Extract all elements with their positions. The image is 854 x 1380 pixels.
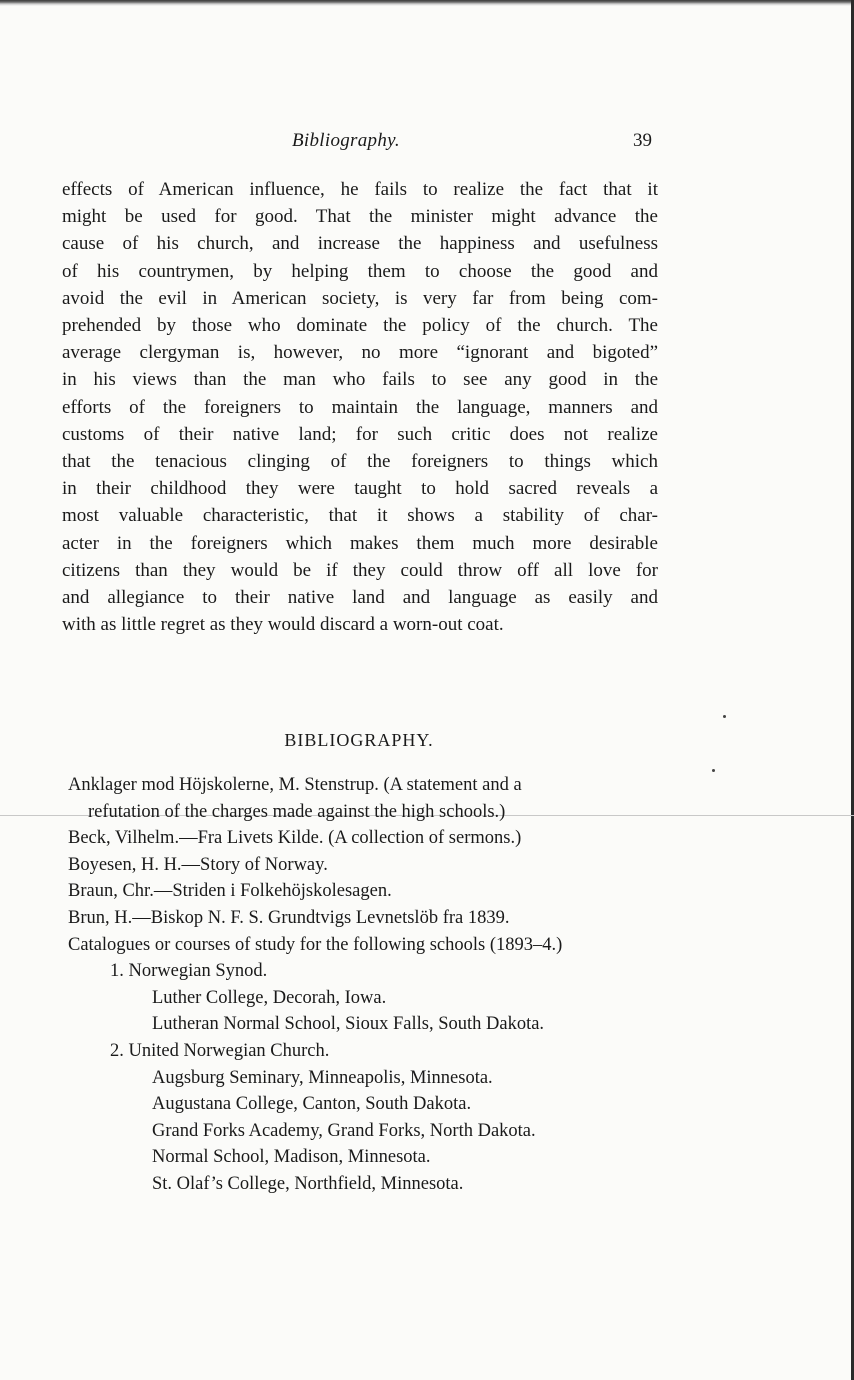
body-line: might be used for good. That the minister might advance the [62, 206, 658, 228]
body-line: with as little regret as they would discard a worn-out coat. [62, 614, 504, 636]
bibliography-entry: Catalogues or courses of study for the following schools (1893–4.) [68, 934, 563, 955]
school-item: Augustana College, Canton, South Dakota. [152, 1094, 472, 1115]
body-line: customs of their native land; for such critic does not realize [62, 423, 658, 445]
school-group-heading: 1. Norwegian Synod. [110, 961, 268, 982]
body-line: cause of his church, and increase the happiness and usefulness [62, 233, 658, 255]
body-line: efforts of the foreigners to maintain the language, manners and [62, 396, 658, 418]
body-line: and allegiance to their native land and language as easily and [62, 587, 658, 609]
bibliography-list [68, 772, 668, 1198]
body-line: in their childhood they were taught to hold sacred reveals a [62, 478, 658, 500]
ink-speck [723, 715, 726, 718]
page-number: 39 [633, 130, 652, 151]
body-line: that the tenacious clinging of the foreigners to things which [62, 451, 658, 473]
school-item: Normal School, Madison, Minnesota. [152, 1147, 431, 1168]
school-item: Luther College, Decorah, Iowa. [152, 987, 387, 1008]
body-line: in his views than the man who fails to see any good in the [62, 369, 658, 391]
running-title: Bibliography. [292, 130, 400, 151]
school-item: St. Olaf’s College, Northfield, Minnesota. [152, 1173, 464, 1194]
school-group-heading: 2. United Norwegian Church. [110, 1040, 330, 1061]
body-line: avoid the evil in American society, is very far from being com- [62, 287, 658, 309]
body-line: citizens than they would be if they could throw off all love for [62, 559, 658, 581]
body-line: most valuable characteristic, that it shows a stability of char- [62, 505, 658, 527]
school-item: Grand Forks Academy, Grand Forks, North Dakota. [152, 1120, 536, 1141]
running-head [0, 130, 854, 158]
school-item: Lutheran Normal School, Sioux Falls, South Dakota. [152, 1014, 545, 1035]
body-line: prehended by those who dominate the policy of the church. The [62, 315, 658, 337]
bibliography-entry-continuation: refutation of the charges made against the high schools.) [88, 801, 506, 822]
body-paragraph [62, 176, 658, 638]
bibliography-entry: Boyesen, H. H.—Story of Norway. [68, 854, 328, 875]
bibliography-entry: Braun, Chr.—Striden i Folkehöjskolesagen. [68, 881, 392, 902]
bibliography-entry: Brun, H.—Biskop N. F. S. Grundtvigs Levnetslöb fra 1839. [68, 907, 510, 928]
bibliography-entry: Anklager mod Höjskolerne, M. Stenstrup. (A statement and a [68, 775, 522, 795]
body-line: effects of American influence, he fails to realize the fact that it [62, 179, 658, 200]
ink-speck [712, 769, 715, 772]
section-heading: BIBLIOGRAPHY. [284, 730, 434, 750]
page-top-edge [0, 0, 854, 6]
body-line: acter in the foreigners which makes them much more desirable [62, 532, 658, 554]
body-line: of his countrymen, by helping them to choose the good and [62, 260, 658, 282]
school-item: Augsburg Seminary, Minneapolis, Minnesota. [152, 1067, 493, 1088]
bibliography-entry: Beck, Vilhelm.—Fra Livets Kilde. (A collection of sermons.) [68, 828, 522, 849]
body-line: average clergyman is, however, no more “ignorant and bigoted” [62, 342, 658, 364]
